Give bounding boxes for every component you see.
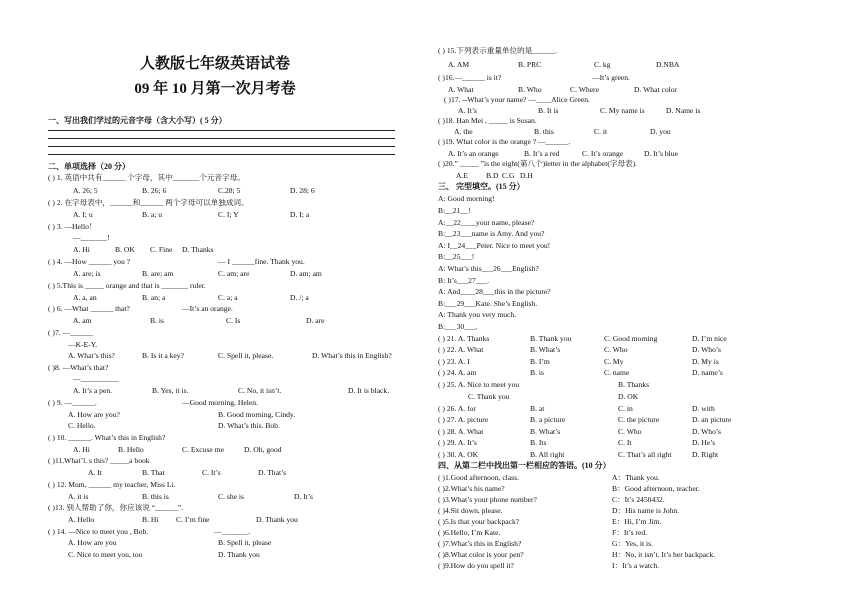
option-b: B. PRC — [518, 60, 542, 69]
option-d: D.NBA — [656, 60, 680, 69]
match-answer: G：Yes, it is. — [612, 539, 654, 548]
option-b: B. are; am — [142, 269, 174, 278]
option-c: C. Excuse me — [182, 445, 224, 454]
option-d: D. I; a — [290, 210, 310, 219]
question-9-reply: —Good morning, Helen. — [182, 398, 258, 407]
question-10: ( ) 10. ______. What’s this in English? — [48, 433, 166, 442]
answer-line — [48, 154, 395, 155]
match-question: ( )3.What’s your phone number? — [438, 495, 537, 504]
cloze-line: B:__21__! — [438, 206, 471, 215]
match-answer: I：It’s a watch. — [612, 561, 660, 570]
option-c: C. It’s orange — [582, 149, 624, 158]
match-answer: H：No, it isn’t. It’s her backpack. — [612, 550, 716, 559]
question-2: ( ) 2. 在字母表中，______和______ 两个字母可以单独成词。 — [48, 198, 249, 207]
option-b: B. 26; 6 — [142, 186, 167, 195]
cloze-line: A: Thank you very much. — [438, 310, 517, 319]
match-question: ( )4.Sit down, please. — [438, 506, 503, 515]
question-16: ( )16.—______ is it? — [438, 73, 502, 82]
question-8-reply: —__________ — [73, 374, 119, 383]
question-13: ( )13. 别人帮助了你，你应该说 “______”. — [48, 503, 184, 512]
option-c: C. the picture — [618, 415, 660, 424]
option-a: A. AM — [448, 60, 470, 69]
option-c: C. name — [604, 368, 630, 377]
option-d: D. you — [650, 127, 671, 136]
question-14-reply: —_______. — [214, 527, 251, 536]
mc-question: ( ) 23. A. I — [438, 357, 470, 366]
option-a: A. It — [88, 468, 102, 477]
option-b: B. this — [534, 127, 554, 136]
option-a: A. are; is — [73, 269, 101, 278]
question-15: ( ) 15.下列表示重量单位的是______. — [438, 46, 557, 55]
option-d: D. Thanks — [182, 245, 214, 254]
option-a: A. It’s an orange — [448, 149, 499, 158]
section4-heading: 四、从第二栏中找出第一栏相应的答语。(10 分） — [438, 461, 611, 470]
question-3: ( ) 3. —Hello！ — [48, 222, 97, 231]
option-d: D. Name is — [666, 106, 701, 115]
option-d: D. /; a — [290, 293, 309, 302]
option-a: A. the — [454, 127, 473, 136]
question-8: ( )8. —What’s that? — [48, 363, 109, 372]
option-b: B. Its — [530, 438, 547, 447]
option-d: D. with — [692, 404, 715, 413]
mc-question: ( ) 22. A. What — [438, 345, 484, 354]
mc-question: ( ) 30. A. OK — [438, 450, 479, 459]
option-c: C. Thank you — [468, 392, 510, 401]
match-answer: E：Hi, I’m Jim. — [612, 517, 662, 526]
option-d: D.H — [520, 171, 533, 180]
option-b: B. Is it a key? — [142, 351, 184, 360]
match-answer: A：Thank you. — [612, 473, 660, 482]
option-c: C. My name is — [600, 106, 645, 115]
option-d: D. He’s — [692, 438, 716, 447]
cloze-line: A:__22____your name, please? — [438, 218, 535, 227]
option-a: A. a, an — [73, 293, 97, 302]
option-b: B. Yes, it is. — [152, 386, 189, 395]
question-18: ( )18. Han Mei , _____ is Susan. — [438, 116, 537, 125]
option-c: C. No, it isn’t. — [238, 386, 282, 395]
option-b: B. Hi — [142, 515, 159, 524]
question-9: ( ) 9. —______. — [48, 398, 97, 407]
option-b: B. a picture — [530, 415, 566, 424]
option-d: D. Oh, good — [244, 445, 282, 454]
cloze-line: B:__23___name is Amy. And you? — [438, 229, 545, 238]
answer-line — [48, 130, 395, 131]
option-d: D. name’s — [692, 368, 723, 377]
option-b: B. is — [530, 368, 544, 377]
match-answer: F：It’s red. — [612, 528, 648, 537]
option-a: A. It’s a pen. — [73, 386, 113, 395]
option-c: C. it — [594, 127, 608, 136]
option-d: D. Thank you — [256, 515, 298, 524]
option-d: D. It’s — [294, 492, 313, 501]
section1-heading: 一、写出我们学过的元音字母（含大小写）( 5 分） — [48, 116, 227, 125]
option-d: D. Who’s — [692, 345, 721, 354]
question-4: ( ) 4. —How ______ you ? — [48, 257, 131, 266]
option-c: C. am; are — [218, 269, 250, 278]
mc-question: ( ) 27. A. picture — [438, 415, 489, 424]
match-answer: B：Good afternoon, teacher. — [612, 484, 700, 493]
question-7: ( )7. —______ — [48, 328, 93, 337]
option-c: C. Is — [226, 316, 241, 325]
match-question: ( )1.Good afternoon, class. — [438, 473, 519, 482]
cloze-line: A: And____28___this in the picture? — [438, 287, 551, 296]
question-14: ( ) 14. —Nice to meet you , Bob. — [48, 527, 149, 536]
option-d: D. What color — [634, 85, 678, 94]
option-a: A. 26; 5 — [73, 186, 98, 195]
question-11: ( )11.What’l. s this? _____a book — [48, 456, 150, 465]
option-d: D. Thank you — [218, 550, 260, 559]
page-subtitle: 09 年 10 月第一次月考卷 — [134, 81, 296, 97]
option-d: D. are — [306, 316, 325, 325]
answer-line — [48, 146, 395, 147]
mc-question: ( ) 28. A. What — [438, 427, 484, 436]
option-d: D. That’s — [258, 468, 287, 477]
match-answer: C：It’s 2450432. — [612, 495, 665, 504]
cloze-line: A: Good morning! — [438, 194, 495, 203]
option-b: B. this is — [142, 492, 169, 501]
option-d: D. It’s blue — [644, 149, 678, 158]
option-a: A. am — [73, 316, 92, 325]
question-16-reply: —It’s green. — [592, 73, 630, 82]
question-20: ( )20.” _____ ”is the eight(第八个)letter in the alphabet(字母表). — [438, 159, 638, 168]
option-d: D. am; am — [290, 269, 322, 278]
option-b: B. What’s — [530, 427, 561, 436]
option-d: D. What’s this in English? — [312, 351, 392, 360]
cloze-line: B: It’s___27___. — [438, 276, 490, 285]
match-question: ( )9.How do you spell it? — [438, 561, 514, 570]
option-a: A. Hi — [73, 245, 90, 254]
cloze-line: A: What’s this___26___English? — [438, 264, 539, 273]
mc-question: ( ) 29. A. It’s — [438, 438, 477, 447]
option-c: C. It’s — [202, 468, 221, 477]
option-c: C. My — [604, 357, 624, 366]
question-17: ( )17. --What’s your name? —____Alice Green. — [444, 95, 590, 104]
option-a: A. Hi — [73, 445, 90, 454]
question-3-reply: —_______! — [73, 233, 110, 242]
cloze-line: B:__25___! — [438, 252, 475, 261]
match-question: ( )2.What’s his name? — [438, 484, 505, 493]
option-c: C. Good morning — [604, 334, 658, 343]
option-d: D. OK — [618, 392, 639, 401]
option-a: A.E — [456, 171, 469, 180]
option-a: A. Hello — [68, 515, 95, 524]
option-c: C. Nice to meet you, too — [68, 550, 143, 559]
option-d: D. Who’s — [692, 427, 721, 436]
mc-question: ( ) 21. A. Thanks — [438, 334, 490, 343]
option-c: C. Spell it, please. — [218, 351, 274, 360]
cloze-line: A: I__24___Peter. Nice to meet you! — [438, 241, 551, 250]
option-c: C.28; 5 — [218, 186, 241, 195]
option-b: B. Good morning, Cindy. — [218, 410, 296, 419]
option-b: B. Thanks — [618, 380, 650, 389]
option-b: B. Spell it, please — [218, 538, 272, 547]
option-c: C. That’s all right — [618, 450, 672, 459]
option-b: B. a; u — [142, 210, 163, 219]
cloze-line: B:___30___. — [438, 322, 478, 331]
option-c: C. I’m fine — [176, 515, 210, 524]
section2-heading: 二、单项选择（20 分） — [48, 162, 130, 171]
option-d: D. 28; 6 — [290, 186, 315, 195]
question-19: ( )19. What color is the orange ? —______. — [438, 137, 571, 146]
option-c: C. she is — [218, 492, 244, 501]
question-4-reply: — I ______fine. Thank you. — [218, 257, 305, 266]
option-c: C. a; a — [218, 293, 238, 302]
option-a: A. It’s — [458, 106, 477, 115]
option-b: B. is — [150, 316, 164, 325]
mc-question: ( ) 26. A. for — [438, 404, 476, 413]
question-6-reply: —It’s an orange. — [182, 304, 233, 313]
option-c: C. Who — [618, 427, 642, 436]
option-a: A. What’s this? — [68, 351, 115, 360]
option-c: C. in — [618, 404, 633, 413]
match-answer: D：His name is John. — [612, 506, 680, 515]
option-c: C. Where — [570, 85, 599, 94]
match-question: ( )7.What’s this in English? — [438, 539, 522, 548]
option-a: A. What — [448, 85, 474, 94]
option-b: B. That — [142, 468, 165, 477]
option-a: A. it is — [68, 492, 89, 501]
option-b: B. Hello — [118, 445, 144, 454]
option-c: C.G — [502, 171, 515, 180]
option-d: D. I’m nice — [692, 334, 727, 343]
option-d: D. My is — [692, 357, 719, 366]
question-5: ( ) 5.This is _____ orange and that is _______ ruler. — [48, 281, 206, 290]
option-b: B. All right — [530, 450, 565, 459]
page-title: 人教版七年级英语试卷 — [139, 56, 290, 72]
question-12: ( ) 12. Mum, ______ my teacher, Miss Li. — [48, 480, 176, 489]
option-d: D. It is black. — [348, 386, 390, 395]
option-b: B. It is — [538, 106, 559, 115]
mc-question: ( ) 24. A. am — [438, 368, 477, 377]
question-7-reply: —K-E-Y. — [68, 340, 98, 349]
option-a: A. How are you? — [68, 410, 120, 419]
answer-line — [48, 138, 395, 139]
option-c: C. Who — [604, 345, 628, 354]
mc-question: ( ) 25. A. Nice to meet you — [438, 380, 520, 389]
section3-heading: 三、 完型填空。(15 分） — [438, 182, 525, 191]
option-c: C. It — [618, 438, 632, 447]
option-c: C. kg — [594, 60, 611, 69]
match-question: ( )8.What color is your pen? — [438, 550, 524, 559]
option-a: A. How are you — [68, 538, 117, 547]
option-b: B. It’s a red — [524, 149, 560, 158]
option-d: D. What’s this. Bob. — [218, 421, 280, 430]
option-b: B. Thank you — [530, 334, 572, 343]
option-b: B. at — [530, 404, 545, 413]
match-question: ( )5.Is that your backpack? — [438, 517, 520, 526]
question-1: ( ) 1. 英语中共有______ 个字母，其中_______个元音字母。 — [48, 173, 245, 182]
cloze-line: B:___29___Kate. She’s English. — [438, 299, 538, 308]
option-b: B. What’s — [530, 345, 561, 354]
option-b: B. Who — [518, 85, 542, 94]
option-c: C. Hello. — [68, 421, 96, 430]
option-c: C. Fine — [150, 245, 173, 254]
option-b: B. OK — [115, 245, 135, 254]
option-b: B. an; a — [142, 293, 166, 302]
match-question: ( )6.Hello, I’m Kate. — [438, 528, 501, 537]
option-c: C. I; Y — [218, 210, 239, 219]
question-6: ( ) 6. —What ______ that? — [48, 304, 130, 313]
option-d: D. Right — [692, 450, 719, 459]
option-d: D. an picture — [692, 415, 732, 424]
option-b: B.D — [486, 171, 499, 180]
option-b: B. I’m — [530, 357, 550, 366]
option-a: A. I; u — [73, 210, 93, 219]
